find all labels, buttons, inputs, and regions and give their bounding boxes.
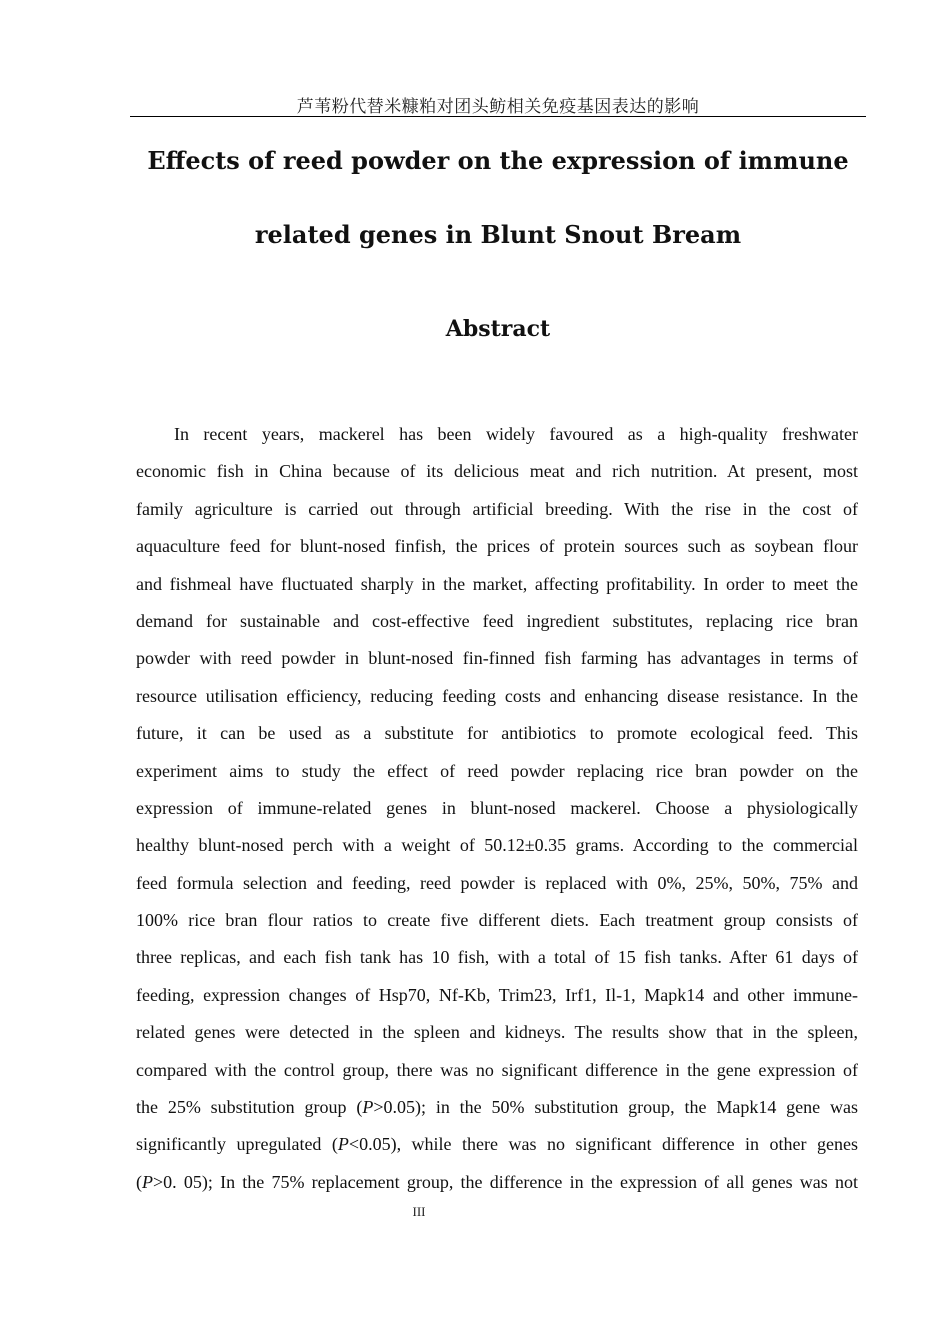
line-text: >0. 05); In the 75% replacement group, the difference in the expression of all genes was not [153,1171,858,1192]
abstract-line: related genes were detected in the spleen and kidneys. The results show that in the spleen, [136,1022,858,1043]
p-symbol: P [337,1134,349,1155]
abstract-line: and fishmeal have fluctuated sharply in the market, affecting profitability. In order to meet the [136,573,858,594]
page-number: III [412,1204,426,1219]
paper-title-line-2: related genes in Blunt Snout Bream [254,220,742,249]
abstract-line: expression of immune-related genes in blunt-nosed mackerel. Choose a physiologically [136,797,858,818]
abstract-line: compared with the control group, there was no significant difference in the gene expression of [136,1059,858,1080]
line-text: ( [136,1171,142,1192]
abstract-heading: Abstract [445,316,551,342]
abstract-line: family agriculture is carried out through artificial breeding. With the rise in the cost of [136,498,858,519]
abstract-line-p-value [136,1089,858,1126]
abstract-line: resource utilisation efficiency, reducing feeding costs and enhancing disease resistance. In the [136,685,858,706]
line-text: >0.05); in the 50% substitution group, the Mapk14 gene was [373,1097,858,1118]
p-symbol: P [362,1097,374,1118]
abstract-line: powder with reed powder in blunt-nosed fin-finned fish farming has advantages in terms of [136,648,858,669]
abstract-body [136,416,858,1201]
abstract-line: experiment aims to study the effect of reed powder replacing rice bran powder on the [136,760,858,781]
abstract-line: In recent years, mackerel has been widely favoured as a high-quality freshwater [174,424,858,444]
abstract-line-p-value [136,1126,858,1163]
p-symbol: P [142,1171,153,1192]
paper-title-line-1: Effects of reed powder on the expression of immune [147,146,849,175]
line-text: significantly upregulated ( [136,1134,338,1155]
abstract-line: aquaculture feed for blunt-nosed finfish, the prices of protein sources such as soybean flour [136,536,858,557]
line-text: <0.05), while there was no significant difference in other genes [348,1134,858,1155]
abstract-line-p-value [136,1164,858,1201]
running-header [130,90,866,117]
line-text: the 25% substitution group ( [136,1097,363,1118]
abstract-line: demand for sustainable and cost-effective feed ingredient substitutes, replacing rice bran [136,610,858,631]
abstract-line: feed formula selection and feeding, reed powder is replaced with 0%, 25%, 50%, 75% and [136,872,858,893]
abstract-line: economic fish in China because of its delicious meat and rich nutrition. At present, most [136,461,858,482]
abstract-line: healthy blunt-nosed perch with a weight of 50.12±0.35 grams. According to the commercial [136,835,858,856]
abstract-line: 100% rice bran flour ratios to create five different diets. Each treatment group consists of [136,910,858,931]
running-header-title: 芦苇粉代替米糠粕对团头鲂相关免疫基因表达的影响 [296,97,700,117]
abstract-line: future, it can be used as a substitute for antibiotics to promote ecological feed. This [136,723,858,744]
abstract-line: feeding, expression changes of Hsp70, Nf-Kb, Trim23, Irf1, Il-1, Mapk14 and other immune- [136,984,858,1005]
abstract-line: three replicas, and each fish tank has 10 fish, with a total of 15 fish tanks. After 61 days of [136,947,858,968]
